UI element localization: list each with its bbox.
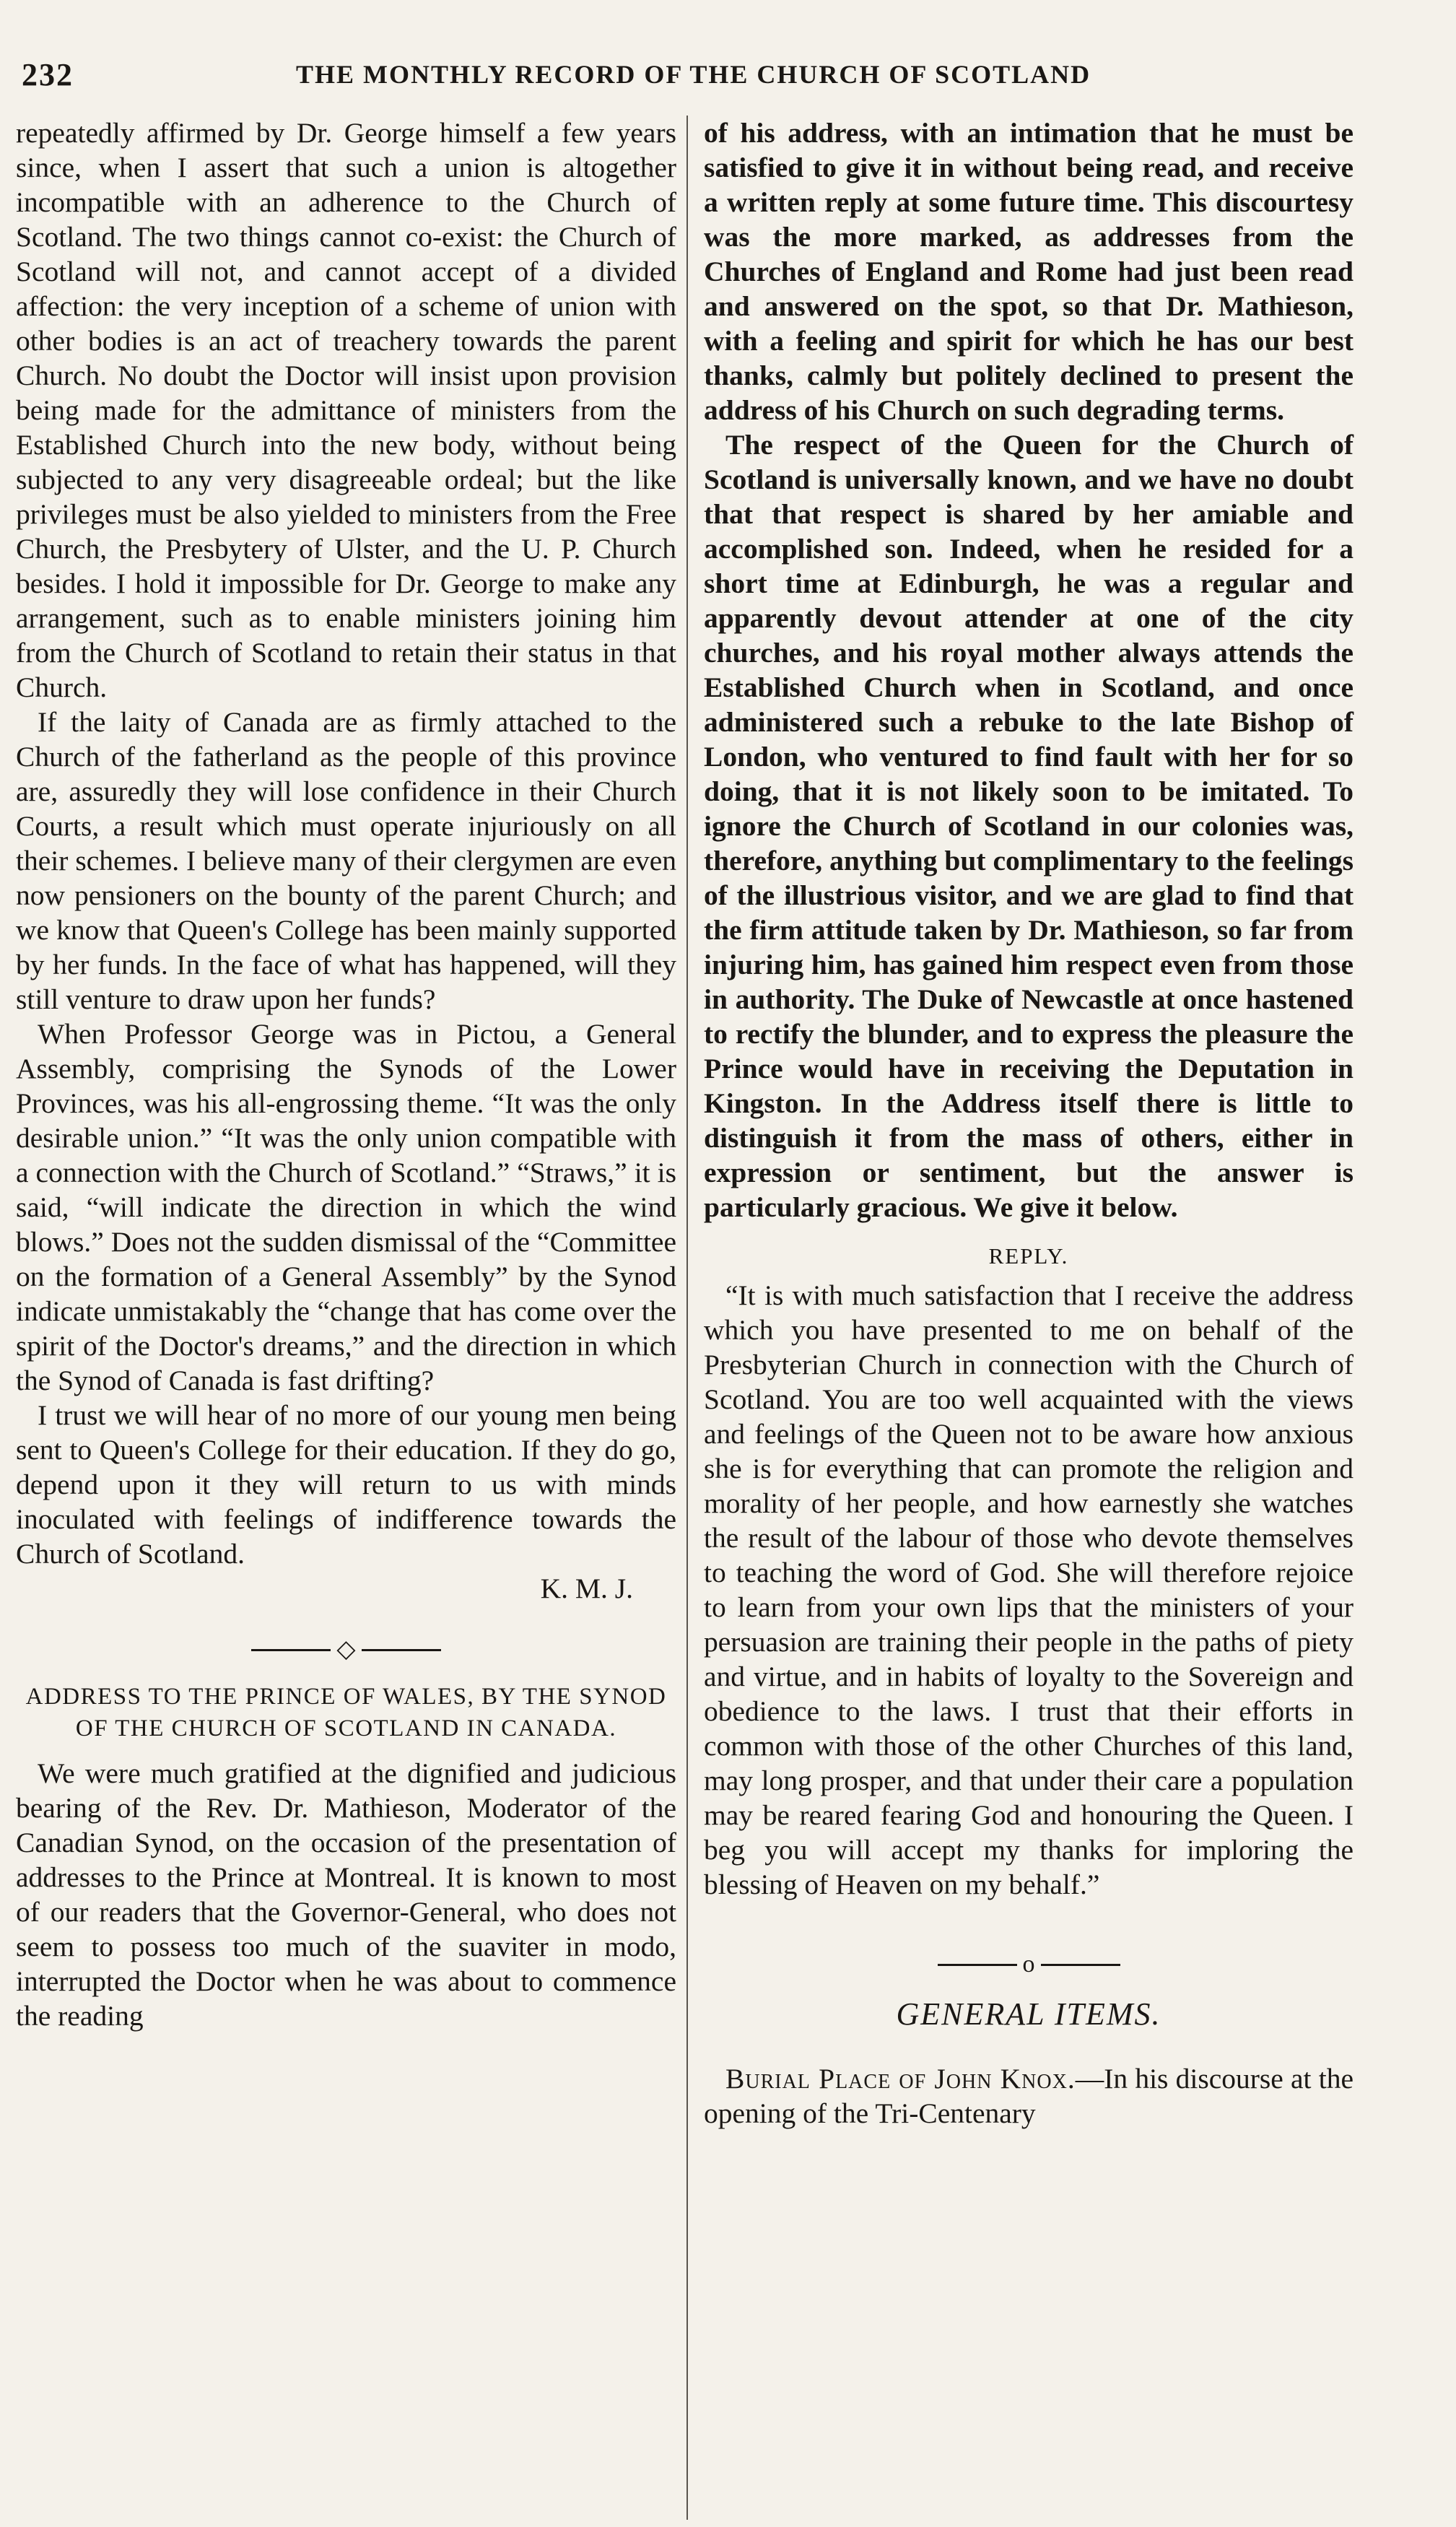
left-column [16,116,676,2033]
reply-heading: REPLY. [988,1243,1069,1269]
article-paragraph: repeatedly affirmed by Dr. George himself a few years since, when I assert that such a union is altogether incompatible with an adherence to the Church of Scotland. The two things cannot co-exist: the Church of Scotland will not, and cannot accept of a divided affection: the very inception of a scheme of union with other bodies is an act of treachery towards the parent Church. No doubt the Doctor will insist upon provision being made for the admittance of ministers from the Established Church into the new body, without being subjected to any very disagreeable ordeal; but the like privileges must be also yielded to ministers from the Free Church, the Presbytery of Ulster, and the U. P. Church besides. I hold it impossible for Dr. George to make any arrangement, such as to enable ministers joining him from the Church of Scotland to retain their status in that Church. [16,117,676,703]
address-heading: ADDRESS TO THE PRINCE OF WALES, BY THE SYNOD OF THE CHURCH OF SCOTLAND IN CANADA. [25,1684,667,1741]
article-paragraph: When Professor George was in Pictou, a General Assembly, comprising the Synods of the Lower Provinces, was his all-engrossing theme. “It was the only desirable union.” “It was the only union compatible with a connection with the Church of Scotland.” “Straws,” it is said, “will indicate the direction in which the wind blows.” Does not the sudden dismissal of the “Committee on the formation of a General Assembly” by the Synod indicate unmistakably the “change that has come over the spirit of the Doctor's dreams,” and the direction in which the Synod of Canada is fast drifting? [16,1018,676,1396]
divider-circle-icon: o [1022,1951,1035,1978]
divider-line [251,1649,331,1651]
signature: K. M. J. [540,1573,633,1604]
signature-row [16,1571,676,1606]
address-paragraph: We were much gratified at the dignified and judicious bearing of the Rev. Dr. Mathieson, Moderator of the Canadian Synod, on the occasion of the presentation of addresses to the Prince at Montreal. It is known to most of our readers that the Governor-General, who does not seem to possess too much of the suaviter in modo, interrupted the Doctor when he was about to commence the reading [16,1757,676,2032]
section-divider [704,1952,1353,1977]
general-items-heading: GENERAL ITEMS. [896,1996,1161,2032]
divider-ornament-icon: ◇ [336,1636,356,1663]
running-title: THE MONTHLY RECORD OF THE CHURCH OF SCOTLAND [296,60,1091,89]
divider-line [938,1964,1017,1966]
reply-paragraph: “It is with much satisfaction that I receive the address which you have presented to me on behalf of the Presbyterian Church in connection with the Church of Scotland. You are too well acquainted with the views and feelings of the Queen not to be aware how anxious she is for everything that can promote the religion and morality of her people, and how earnestly she watches the result of the labour of those who devote themselves to teaching the word of God. She will therefore rejoice to learn from your own lips that the ministers of your persuasion are training their people in the paths of piety and virtue, and in habits of loyalty to the Sovereign and obedience to the laws. I trust that their efforts in common with those of the other Churches of this land, may long prosper, and that under their care a population may be reared fearing God and honouring the Queen. I beg you will accept my thanks for imploring the blessing of Heaven on my behalf.” [704,1279,1353,1900]
article-paragraph: I trust we will hear of no more of our young men being sent to Queen's College for their education. If they do go, depend upon it they will return to us with minds inoculated with feelings of indifference towards the Church of Scotland. [16,1399,676,1570]
article-paragraph-bold: The respect of the Queen for the Church of Scotland is universally known, and we have no doubt that that respect is shared by her amiable and accomplished son. Indeed, when he resided for a short time at Edinburgh, he was a regular and apparently devout attender at one of the city churches, and his royal mother always attends the Established Church when in Scotland, and once administered such a rebuke to the late Bishop of London, who ventured to find fault with her for so doing, that it is not likely soon to be imitated. To ignore the Church of Scotland in our colonies was, therefore, anything but complimentary to the feelings of the illustrious visitor, and we are glad to find that the firm attitude taken by Dr. Mathieson, so far from injuring him, has gained him respect even from those in authority. The Duke of Newcastle at once hastened to rectify the blunder, and to express the pleasure the Prince would have in receiving the Deputation in Kingston. In the Address itself there is little to distinguish it from the mass of others, either in expression or sentiment, but the answer is particularly gracious. We give it below. [704,429,1353,1223]
section-divider [16,1637,676,1662]
divider-line [362,1649,441,1651]
burial-text: —In his discourse at the opening of the Tri-Centenary [704,2063,1353,2129]
article-paragraph-bold: of his address, with an intimation that he must be satisfied to give it in without being read, and receive a written reply at some future time. This discourtesy was the more marked, as addresses from the Churches of England and Rome had just been read and answered on the spot, so that Dr. Mathieson, with a feeling and spirit for which he has our best thanks, calmly but politely declined to present the address of his Church on such degrading terms. [704,117,1353,426]
running-header [22,56,1335,100]
right-column [704,116,1353,2131]
column-divider-rule [686,116,688,2520]
page-number: 232 [22,57,74,92]
divider-line [1041,1964,1120,1966]
burial-lead: Burial Place of John Knox. [725,2063,1076,2095]
article-paragraph: If the laity of Canada are as firmly attached to the Church of the fatherland as the people of this province are, assuredly they will lose confidence in their Church Courts, a result which must operate injuriously on all their schemes. I believe many of their clergymen are even now pensioners on the bounty of the parent Church; and we know that Queen's College has been mainly supported by her funds. In the face of what has happened, will they still venture to draw upon her funds? [16,706,676,1015]
burial-paragraph [704,2061,1353,2131]
